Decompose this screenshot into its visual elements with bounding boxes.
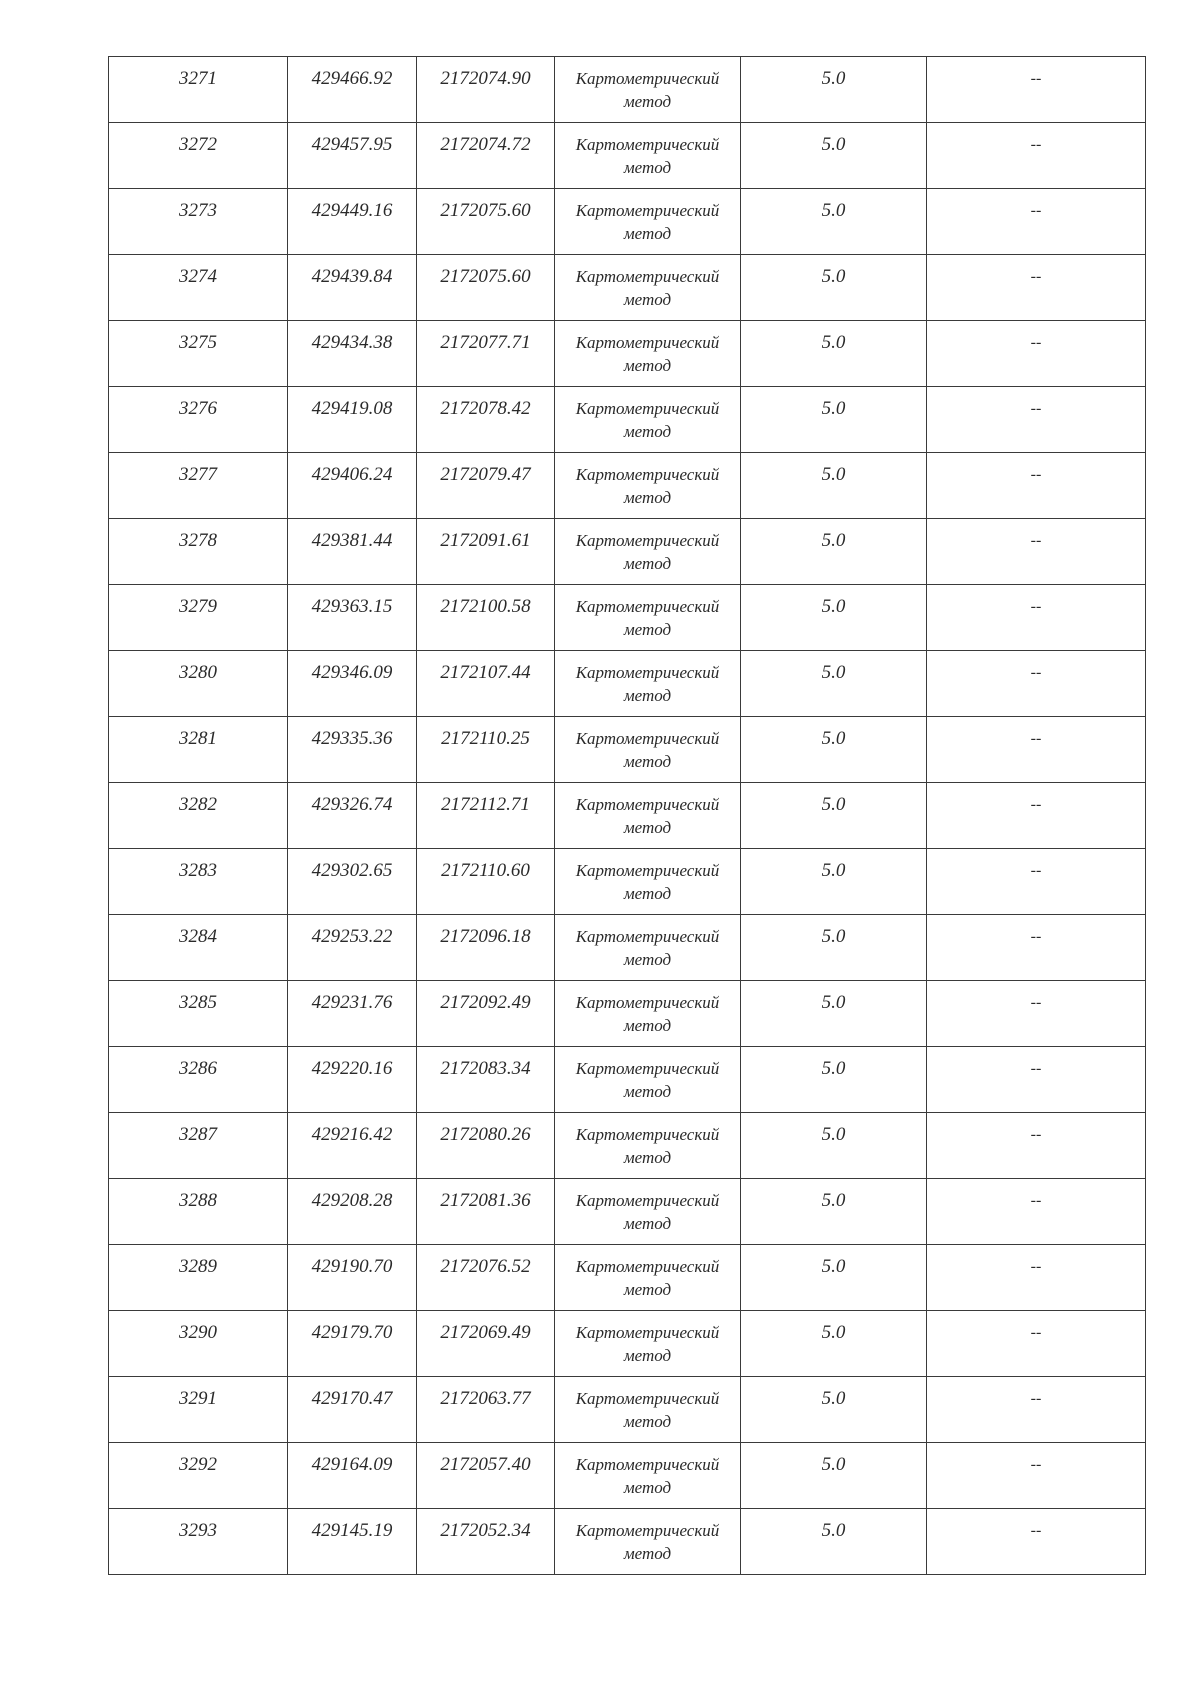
method-cell [555,585,741,651]
point-number-cell: 3285 [109,981,288,1047]
x-coordinate-cell: 429179.70 [288,1311,417,1377]
method-line-1: Картометрический [575,69,720,88]
table-row [109,585,1146,651]
method-line-2: метод [623,950,672,969]
x-coordinate-cell: 429216.42 [288,1113,417,1179]
accuracy-cell: 5.0 [741,1245,927,1311]
accuracy-cell: 5.0 [741,123,927,189]
accuracy-cell: 5.0 [741,189,927,255]
method-line-2: метод [623,1478,672,1497]
point-number-cell: 3275 [109,321,288,387]
coordinates-table-body [109,57,1146,1575]
note-cell: -- [927,519,1146,585]
table-row [109,915,1146,981]
method-line-1: Картометрический [575,1455,720,1474]
point-number-cell: 3274 [109,255,288,321]
accuracy-cell: 5.0 [741,387,927,453]
method-line-1: Картометрический [575,201,720,220]
method-line-2: метод [623,488,672,507]
y-coordinate-cell: 2172057.40 [417,1443,555,1509]
table-row [109,1245,1146,1311]
method-line-1: Картометрический [575,465,720,484]
note-cell: -- [927,387,1146,453]
accuracy-cell: 5.0 [741,57,927,123]
method-line-1: Картометрический [575,1257,720,1276]
note-cell: -- [927,123,1146,189]
accuracy-cell: 5.0 [741,519,927,585]
y-coordinate-cell: 2172110.25 [417,717,555,783]
x-coordinate-cell: 429419.08 [288,387,417,453]
note-cell: -- [927,57,1146,123]
method-line-2: метод [623,290,672,309]
point-number-cell: 3291 [109,1377,288,1443]
point-number-cell: 3293 [109,1509,288,1575]
accuracy-cell: 5.0 [741,321,927,387]
x-coordinate-cell: 429145.19 [288,1509,417,1575]
method-cell [555,387,741,453]
x-coordinate-cell: 429326.74 [288,783,417,849]
method-line-1: Картометрический [575,1125,720,1144]
x-coordinate-cell: 429466.92 [288,57,417,123]
method-line-1: Картометрический [575,333,720,352]
method-cell [555,1179,741,1245]
method-line-1: Картометрический [575,795,720,814]
method-line-1: Картометрический [575,135,720,154]
method-line-1: Картометрический [575,399,720,418]
y-coordinate-cell: 2172076.52 [417,1245,555,1311]
accuracy-cell: 5.0 [741,981,927,1047]
table-row [109,57,1146,123]
point-number-cell: 3289 [109,1245,288,1311]
method-line-2: метод [623,92,672,111]
note-cell: -- [927,255,1146,321]
table-row [109,849,1146,915]
x-coordinate-cell: 429302.65 [288,849,417,915]
method-cell [555,1443,741,1509]
table-row [109,717,1146,783]
table-row [109,1377,1146,1443]
method-line-2: метод [623,884,672,903]
note-cell: -- [927,915,1146,981]
y-coordinate-cell: 2172083.34 [417,1047,555,1113]
note-cell: -- [927,1509,1146,1575]
method-cell [555,1509,741,1575]
x-coordinate-cell: 429439.84 [288,255,417,321]
method-line-1: Картометрический [575,861,720,880]
method-line-2: метод [623,1016,672,1035]
method-line-1: Картометрический [575,1323,720,1342]
x-coordinate-cell: 429164.09 [288,1443,417,1509]
y-coordinate-cell: 2172078.42 [417,387,555,453]
accuracy-cell: 5.0 [741,453,927,519]
note-cell: -- [927,1047,1146,1113]
accuracy-cell: 5.0 [741,1377,927,1443]
y-coordinate-cell: 2172074.90 [417,57,555,123]
x-coordinate-cell: 429253.22 [288,915,417,981]
method-line-2: метод [623,158,672,177]
method-cell [555,1311,741,1377]
x-coordinate-cell: 429220.16 [288,1047,417,1113]
note-cell: -- [927,189,1146,255]
method-cell [555,915,741,981]
point-number-cell: 3292 [109,1443,288,1509]
method-cell [555,1377,741,1443]
y-coordinate-cell: 2172074.72 [417,123,555,189]
y-coordinate-cell: 2172110.60 [417,849,555,915]
table-row [109,453,1146,519]
accuracy-cell: 5.0 [741,1443,927,1509]
note-cell: -- [927,1311,1146,1377]
x-coordinate-cell: 429346.09 [288,651,417,717]
point-number-cell: 3271 [109,57,288,123]
x-coordinate-cell: 429434.38 [288,321,417,387]
note-cell: -- [927,651,1146,717]
accuracy-cell: 5.0 [741,585,927,651]
point-number-cell: 3280 [109,651,288,717]
point-number-cell: 3278 [109,519,288,585]
accuracy-cell: 5.0 [741,255,927,321]
y-coordinate-cell: 2172079.47 [417,453,555,519]
method-cell [555,189,741,255]
note-cell: -- [927,1245,1146,1311]
method-line-2: метод [623,554,672,573]
note-cell: -- [927,1377,1146,1443]
method-line-1: Картометрический [575,1389,720,1408]
x-coordinate-cell: 429190.70 [288,1245,417,1311]
note-cell: -- [927,783,1146,849]
note-cell: -- [927,849,1146,915]
note-cell: -- [927,1443,1146,1509]
note-cell: -- [927,321,1146,387]
table-row [109,189,1146,255]
accuracy-cell: 5.0 [741,1179,927,1245]
accuracy-cell: 5.0 [741,651,927,717]
point-number-cell: 3283 [109,849,288,915]
method-line-1: Картометрический [575,267,720,286]
point-number-cell: 3272 [109,123,288,189]
y-coordinate-cell: 2172052.34 [417,1509,555,1575]
method-line-2: метод [623,818,672,837]
y-coordinate-cell: 2172107.44 [417,651,555,717]
method-cell [555,57,741,123]
method-line-2: метод [623,1412,672,1431]
note-cell: -- [927,585,1146,651]
table-row [109,1443,1146,1509]
point-number-cell: 3288 [109,1179,288,1245]
method-cell [555,717,741,783]
table-row [109,981,1146,1047]
y-coordinate-cell: 2172112.71 [417,783,555,849]
table-row [109,321,1146,387]
table-row [109,387,1146,453]
method-line-1: Картометрический [575,597,720,616]
table-row [109,651,1146,717]
y-coordinate-cell: 2172081.36 [417,1179,555,1245]
table-row [109,1311,1146,1377]
note-cell: -- [927,717,1146,783]
method-cell [555,849,741,915]
x-coordinate-cell: 429231.76 [288,981,417,1047]
method-cell [555,519,741,585]
point-number-cell: 3284 [109,915,288,981]
y-coordinate-cell: 2172075.60 [417,189,555,255]
method-line-1: Картометрический [575,1521,720,1540]
x-coordinate-cell: 429170.47 [288,1377,417,1443]
table-row [109,1047,1146,1113]
x-coordinate-cell: 429363.15 [288,585,417,651]
accuracy-cell: 5.0 [741,1509,927,1575]
table-row [109,1509,1146,1575]
method-cell [555,123,741,189]
y-coordinate-cell: 2172069.49 [417,1311,555,1377]
y-coordinate-cell: 2172080.26 [417,1113,555,1179]
x-coordinate-cell: 429406.24 [288,453,417,519]
method-cell [555,651,741,717]
method-line-2: метод [623,1148,672,1167]
point-number-cell: 3286 [109,1047,288,1113]
table-row [109,1113,1146,1179]
method-line-2: метод [623,686,672,705]
point-number-cell: 3273 [109,189,288,255]
point-number-cell: 3281 [109,717,288,783]
accuracy-cell: 5.0 [741,717,927,783]
x-coordinate-cell: 429381.44 [288,519,417,585]
accuracy-cell: 5.0 [741,1047,927,1113]
method-cell [555,783,741,849]
method-line-2: метод [623,422,672,441]
method-line-1: Картометрический [575,1191,720,1210]
table-row [109,783,1146,849]
method-cell [555,1047,741,1113]
method-line-1: Картометрический [575,663,720,682]
point-number-cell: 3276 [109,387,288,453]
method-cell [555,981,741,1047]
method-line-1: Картометрический [575,729,720,748]
accuracy-cell: 5.0 [741,783,927,849]
method-line-2: метод [623,620,672,639]
y-coordinate-cell: 2172096.18 [417,915,555,981]
point-number-cell: 3277 [109,453,288,519]
note-cell: -- [927,453,1146,519]
accuracy-cell: 5.0 [741,915,927,981]
method-cell [555,1113,741,1179]
method-line-2: метод [623,1544,672,1563]
x-coordinate-cell: 429335.36 [288,717,417,783]
x-coordinate-cell: 429449.16 [288,189,417,255]
y-coordinate-cell: 2172091.61 [417,519,555,585]
note-cell: -- [927,981,1146,1047]
method-line-2: метод [623,752,672,771]
x-coordinate-cell: 429457.95 [288,123,417,189]
note-cell: -- [927,1113,1146,1179]
coordinates-table [108,56,1146,1575]
note-cell: -- [927,1179,1146,1245]
method-line-2: метод [623,224,672,243]
table-row [109,1179,1146,1245]
x-coordinate-cell: 429208.28 [288,1179,417,1245]
y-coordinate-cell: 2172075.60 [417,255,555,321]
method-line-1: Картометрический [575,531,720,550]
method-line-2: метод [623,1280,672,1299]
table-row [109,519,1146,585]
accuracy-cell: 5.0 [741,849,927,915]
point-number-cell: 3290 [109,1311,288,1377]
accuracy-cell: 5.0 [741,1113,927,1179]
method-line-2: метод [623,1214,672,1233]
method-line-1: Картометрический [575,1059,720,1078]
method-cell [555,1245,741,1311]
y-coordinate-cell: 2172100.58 [417,585,555,651]
y-coordinate-cell: 2172092.49 [417,981,555,1047]
point-number-cell: 3287 [109,1113,288,1179]
method-cell [555,453,741,519]
method-line-1: Картометрический [575,927,720,946]
table-row [109,123,1146,189]
y-coordinate-cell: 2172063.77 [417,1377,555,1443]
method-line-2: метод [623,1346,672,1365]
method-line-2: метод [623,356,672,375]
table-row [109,255,1146,321]
point-number-cell: 3282 [109,783,288,849]
method-cell [555,321,741,387]
method-cell [555,255,741,321]
y-coordinate-cell: 2172077.71 [417,321,555,387]
point-number-cell: 3279 [109,585,288,651]
method-line-1: Картометрический [575,993,720,1012]
method-line-2: метод [623,1082,672,1101]
accuracy-cell: 5.0 [741,1311,927,1377]
